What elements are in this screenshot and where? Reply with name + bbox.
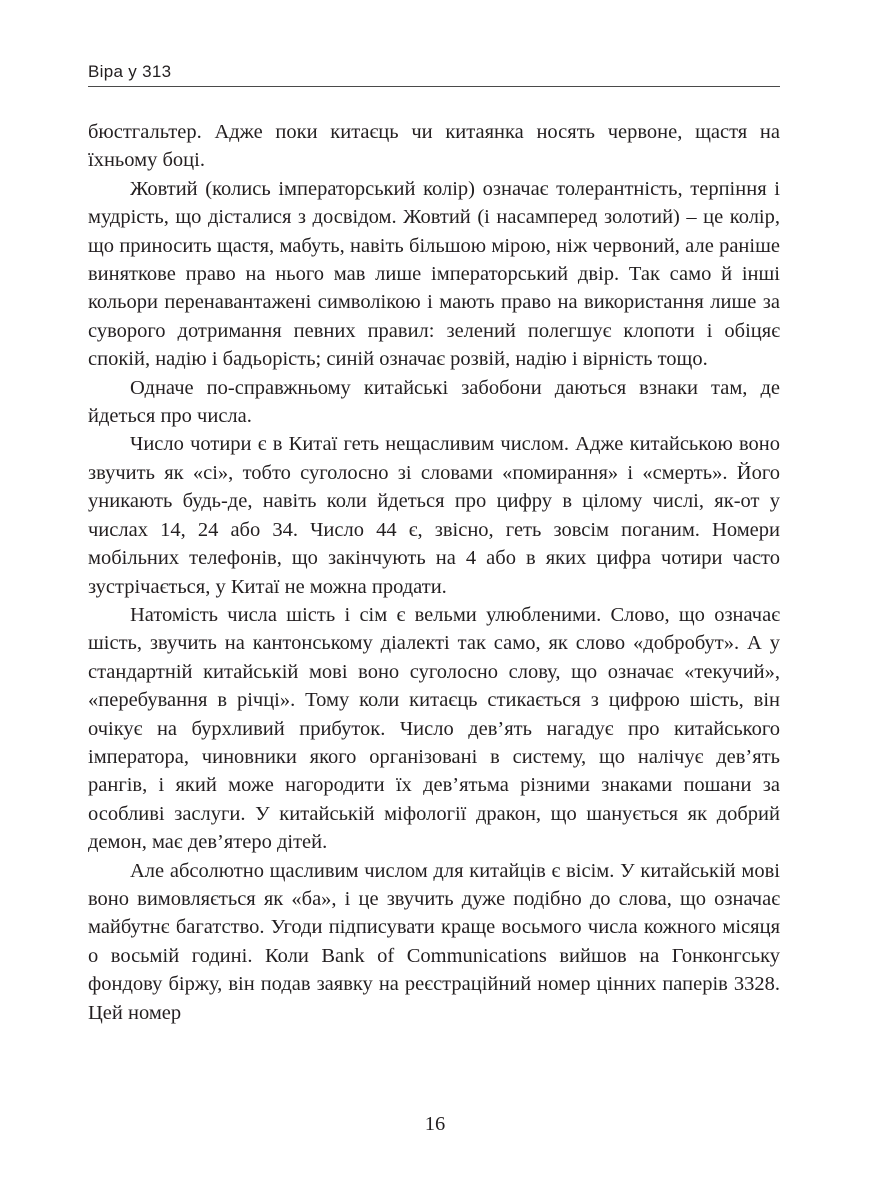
paragraph-number-eight: Але абсолютно щасливим числом для китайців є вісім. У китайській мові воно вимовляється як «ба», і це звучить дуже подібно до слова, що означає майбутнє багатство. Угоди підписувати краще восьмого числа кожного місяця о восьмій годині. Коли Bank of Communications вийшов на Гонконгську фондову біржу, він подав заявку на реєстраційний номер цінних паперів 3328. Цей номер [88, 859, 780, 1024]
paragraph-six-seven-nine: Натомість числа шість і сім є вельми улюбленими. Слово, що означає шість, звучить на кантонському діалекті так само, як слово «добробут». А у стандартній китайській мові воно суголосно слову, що означає «текучий», «перебування в річці». Тому коли китаєць стикається з цифрою шість, він очікує на бурхливий прибуток. Число дев’ять нагадує про китайського імператора, чиновники якого організовані в систему, що налічує дев’ять рангів, і який може нагородити їх дев’ятьма різними знаками пошани за особливі заслуги. У китайській міфології дракон, що шанується як добрий демон, має дев’ятеро дітей. [88, 603, 780, 854]
running-title: Віра у 313 [88, 62, 172, 81]
page-number: 16 [424, 1113, 446, 1135]
paragraph-superstitions: Одначе по-справжньому китайські забобони даються взнаки там, де йдеться про числа. [88, 376, 780, 428]
paragraph-continuation: бюстгальтер. Адже поки китаєць чи китаянка носять червоне, щастя на їхньому боці. [88, 121, 780, 172]
paragraph-yellow-color: Жовтий (колись імператорський колір) означає толерантність, терпіння і мудрість, що дісталися з досвідом. Жовтий (і насамперед золотий) – це колір, що приносить щастя, мабуть, навіть більшою мірою, ніж червоний, але раніше виняткове право на нього мав лише імператорський двір. Так само й інші кольори перенавантажені символікою і мають право на використання лише за суворого дотримання певних правил: зелений полегшує клопоти і обіцяє спокій, надію і бадьорість; синій означає розвій, надію і вірність тощо. [88, 177, 780, 371]
header-rule [88, 86, 780, 87]
body-text [88, 118, 780, 1027]
paragraph-number-four: Число чотири є в Китаї геть нещасливим числом. Адже китайською воно звучить як «сі», тобто суголосно зі словами «помирання» і «смерть». Його уникають будь-де, навіть коли йдеться про цифру в цілому числі, як-от у числах 14, 24 або 34. Число 44 є, звісно, геть зовсім поганим. Номери мобільних телефонів, що закінчують на 4 або в яких цифра чотири часто зустрічається, у Китаї не можна продати. [88, 433, 780, 598]
